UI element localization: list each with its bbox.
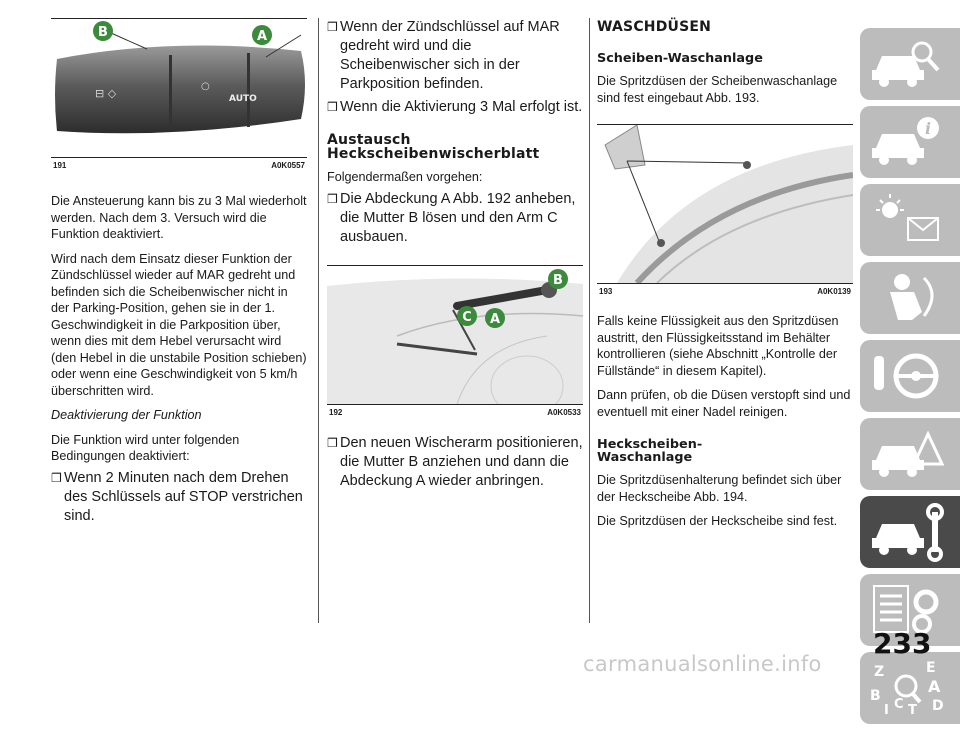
index-letter: B [870,688,881,704]
subsection-heading: Scheiben-Waschanlage [597,51,763,66]
column-1 [51,18,307,526]
bullet-text: Wenn der Zündschlüssel auf MAR gedreht wird und die Scheibenwischer sich in der Parkposition befinden. [340,19,560,92]
bullet-text: Die Abdeckung A Abb. 192 anheben, die Mutter B lösen und den Arm C ausbauen. [340,190,576,245]
column-divider-2 [589,18,590,623]
heading-line-2: Waschanlage [597,450,693,465]
subsection-heading [597,438,853,464]
washer-nozzle-illustration [597,125,853,283]
key-steering-wheel-icon [868,346,948,406]
column-2 [327,18,583,491]
svg-text:B: B [98,25,108,40]
wiper-stalk-illustration [51,19,307,157]
watermark: carmanualsonline.info [583,652,822,676]
car-info-icon [868,112,948,172]
figure-193 [597,125,853,283]
figure-193-caption [597,284,853,299]
chapter-tab-safety[interactable] [860,262,960,334]
index-letter: C [894,697,904,712]
bullet-item [51,469,307,526]
paragraph: Die Funktion wird unter folgenden Bedingungen deaktiviert: [51,432,240,463]
figure-number: 193 [599,287,613,296]
paragraph: Die Spritzdüsen der Scheibenwaschanlage sind fest eingebaut Abb. 193. [597,74,838,105]
column-divider-1 [318,18,319,623]
index-letter: I [884,703,889,718]
figure-code: A0K0139 [817,287,851,296]
paragraph: Die Ansteuerung kann bis zu 3 Mal wiederholt werden. Nach dem 3. Versuch wird die Funktion deaktiviert. [51,194,307,241]
paragraph: Falls keine Flüssigkeit aus den Spritzdüsen austritt, den Flüssigkeitsstand im Behälter kontrollieren (siehe Abschnitt „Kontrolle der Füllstände“ in diesem Kapitel). [597,314,839,378]
chapter-tab-starting-driving[interactable] [860,340,960,412]
bullet-item [327,434,583,491]
figure-code: A0K0557 [271,161,305,170]
chapter-tab-maintenance[interactable] [860,496,960,568]
figure-191-caption [51,158,307,173]
figure-number: 191 [53,161,67,170]
svg-text:A: A [489,311,501,327]
column-3 [597,20,853,530]
paragraph: Wird nach dem Einsatz dieser Funktion der Zündschlüssel wieder auf MAR gedreht und befinden sich die Scheibenwischer nicht in der Parking-Position, gehen sie in der 1. Geschwindigkeit in die Parkposition über, wenn dies mit dem Hebel verursacht wird (den Hebel in die unstabile Position schieben) oder wenn eine Geschwindigkeit von 5 km/h überschritten wird. [51,251,307,398]
checkbox-bullet-icon: ❒ [327,100,338,114]
svg-text:⊟ ◇: ⊟ ◇ [95,87,117,100]
section-heading: WASCHDÜSEN [597,19,712,35]
checkbox-bullet-icon: ❒ [327,191,338,206]
car-wrench-icon [868,502,948,562]
auto-label: AUTO [229,94,257,104]
chapter-tab-car-search[interactable] [860,28,960,100]
paragraph: Die Spritzdüsenhalterung befindet sich über der Heckscheibe Abb. 194. [597,473,842,504]
bullet-item [327,190,583,247]
svg-text:A: A [256,29,268,44]
paragraph: Dann prüfen, ob die Düsen verstopft sind und eventuell mit einer Nadel reinigen. [597,388,851,419]
chapter-tab-dashboard[interactable] [860,184,960,256]
figure-number: 192 [329,407,343,417]
figure-code: A0K0533 [547,407,581,417]
figure-192-caption [327,405,583,420]
bullet-text: Wenn 2 Minuten nach dem Drehen des Schlüssels auf STOP verstrichen sind. [64,469,303,524]
chapter-tabs [860,28,960,730]
svg-text:C: C [462,309,472,325]
index-letter: A [928,677,941,696]
paragraph: Die Spritzdüsen der Heckscheibe sind fest. [597,514,838,528]
chapter-tab-index[interactable] [860,652,960,724]
subheading: Deaktivierung der Funktion [51,408,202,422]
page-number: 233 [873,627,932,660]
bullet-text: Wenn die Aktivierung 3 Mal erfolgt ist. [340,99,583,115]
figure-192 [327,266,583,404]
index-letter: E [926,660,936,676]
bullet-item [327,98,583,117]
index-letter: T [908,703,917,718]
checkbox-bullet-icon: ❒ [327,435,338,450]
rear-wiper-illustration [327,266,583,404]
dashboard-warning-light-icon [868,190,948,250]
index-letter: Z [874,664,885,680]
heading-line-1: Austausch [327,132,411,148]
svg-text:i: i [924,119,932,138]
checkbox-bullet-icon: ❒ [327,20,338,34]
section-heading [327,133,583,161]
paragraph: Folgendermaßen vorgehen: [327,170,483,184]
figure-191 [51,19,307,157]
svg-text:○: ○ [201,81,210,92]
index-letter: D [932,698,944,714]
airbag-seat-icon [868,268,948,328]
svg-text:B: B [553,272,563,288]
car-search-icon [868,34,948,94]
heading-line-2: Heckscheibenwischerblatt [327,146,540,162]
alphabetical-index-icon [868,658,948,718]
chapter-tab-emergency[interactable] [860,418,960,490]
bullet-text: Den neuen Wischerarm positionieren, die Mutter B anziehen und dann die Abdeckung A wieder anbringen. [340,434,583,489]
bullet-item [327,18,583,94]
heading-line-1: Heckscheiben- [597,437,703,452]
chapter-tab-car-info[interactable] [860,106,960,178]
checkbox-bullet-icon: ❒ [51,470,62,485]
car-emergency-icon [868,424,948,484]
